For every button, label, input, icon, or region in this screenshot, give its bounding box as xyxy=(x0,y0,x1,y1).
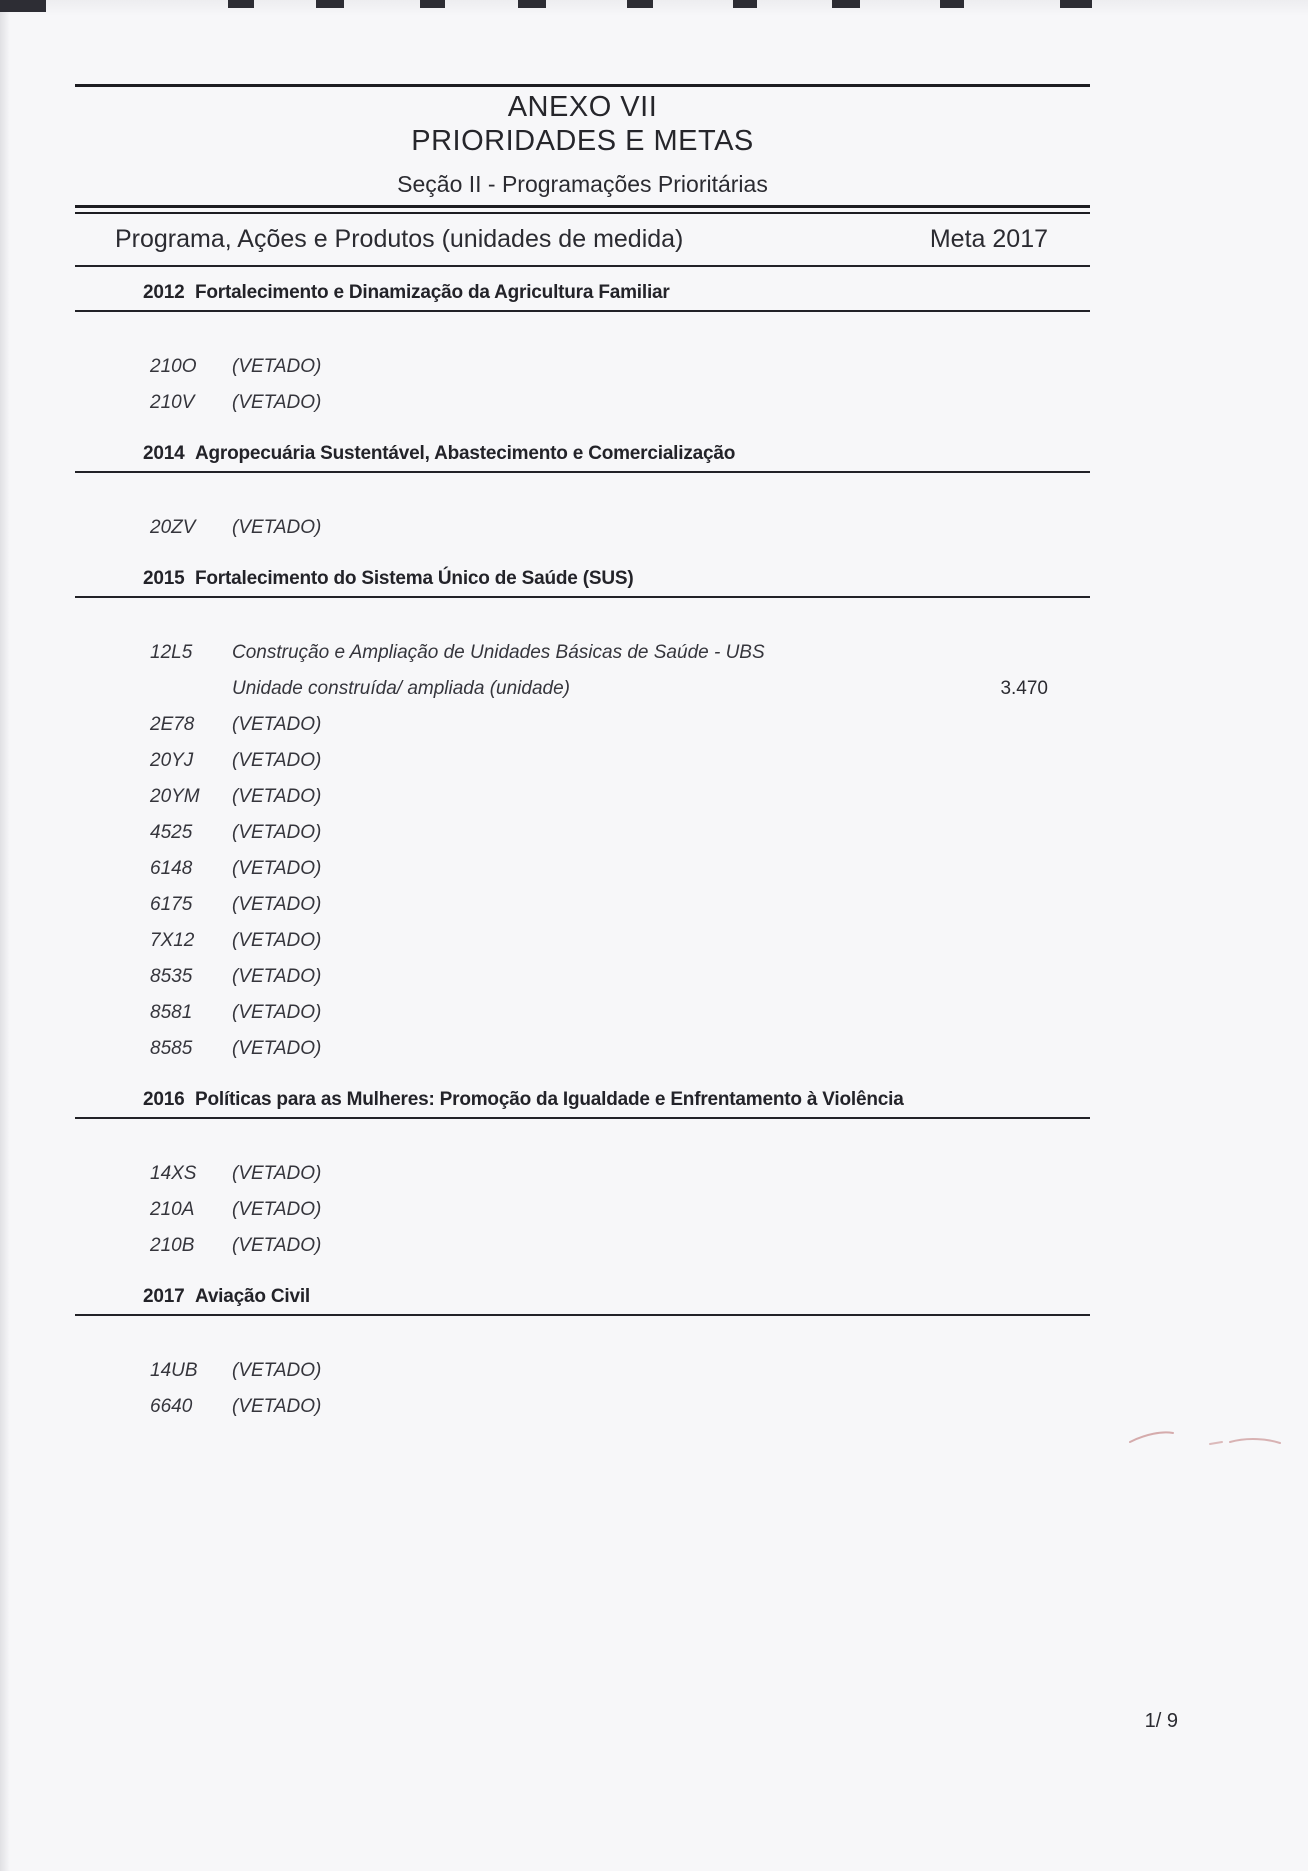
action-row xyxy=(75,1235,1090,1271)
action-code: 2E78 xyxy=(150,714,195,735)
action-row xyxy=(75,930,1090,966)
action-row xyxy=(75,714,1090,750)
action-text: Construção e Ampliação de Unidades Básicas de Saúde - UBS xyxy=(232,642,765,663)
action-code: 6148 xyxy=(150,858,193,879)
action-code: 210O xyxy=(150,356,197,377)
action-text: (VETADO) xyxy=(232,750,322,771)
action-text: (VETADO) xyxy=(232,1360,322,1381)
action-code: 6640 xyxy=(150,1396,193,1417)
action-row xyxy=(75,894,1090,930)
action-text: (VETADO) xyxy=(232,930,322,951)
table-body xyxy=(75,267,1090,1432)
program-name: Fortalecimento do Sistema Único de Saúde (SUS) xyxy=(195,568,634,589)
header-double-divider xyxy=(75,205,1090,214)
program-name: Políticas para as Mulheres: Promoção da Igualdade e Enfrentamento à Violência xyxy=(195,1089,904,1110)
action-code: 6175 xyxy=(150,894,193,915)
product-meta-value: 3.470 xyxy=(1000,678,1048,699)
product-label: Unidade construída/ ampliada (unidade) xyxy=(232,678,570,699)
program-code: 2012 xyxy=(143,282,185,303)
annex-subtitle: PRIORIDADES E METAS xyxy=(411,125,754,157)
program-row xyxy=(75,267,1090,310)
action-text: (VETADO) xyxy=(232,517,322,538)
action-code: 20YM xyxy=(150,786,200,807)
action-row xyxy=(75,786,1090,822)
actions-list xyxy=(75,598,1090,1074)
actions-list xyxy=(75,312,1090,428)
action-code: 210B xyxy=(150,1235,195,1256)
annex-title: ANEXO VII xyxy=(507,91,658,123)
action-code: 8581 xyxy=(150,1002,193,1023)
section-title: Seção II - Programações Prioritárias xyxy=(397,171,768,197)
program-name: Agropecuária Sustentável, Abastecimento e Comercialização xyxy=(195,443,736,464)
action-row xyxy=(75,966,1090,1002)
action-text: (VETADO) xyxy=(232,786,322,807)
action-text: (VETADO) xyxy=(232,858,322,879)
action-row xyxy=(75,750,1090,786)
action-row xyxy=(75,822,1090,858)
action-text: (VETADO) xyxy=(232,1235,322,1256)
action-code: 7X12 xyxy=(150,930,195,951)
action-row xyxy=(75,642,1090,678)
actions-list xyxy=(75,1316,1090,1432)
top-divider xyxy=(75,84,1090,87)
action-text: (VETADO) xyxy=(232,1163,322,1184)
action-code: 8585 xyxy=(150,1038,193,1059)
pen-mark xyxy=(1118,1420,1298,1456)
program-code: 2016 xyxy=(143,1089,185,1110)
program-name: Aviação Civil xyxy=(195,1286,310,1307)
action-row xyxy=(75,1199,1090,1235)
program-row xyxy=(75,1271,1090,1314)
program-row xyxy=(75,553,1090,596)
action-text: (VETADO) xyxy=(232,356,322,377)
action-row xyxy=(75,858,1090,894)
program-code: 2017 xyxy=(143,1286,185,1307)
scan-edge-shadow xyxy=(0,0,10,1871)
action-row xyxy=(75,1038,1090,1074)
actions-list xyxy=(75,473,1090,553)
action-code: 4525 xyxy=(150,822,193,843)
action-text: (VETADO) xyxy=(232,392,322,413)
action-text: (VETADO) xyxy=(232,894,322,915)
action-text: (VETADO) xyxy=(232,1038,322,1059)
action-code: 20YJ xyxy=(150,750,194,771)
document-content xyxy=(75,0,1090,1432)
action-text: (VETADO) xyxy=(232,1396,322,1417)
action-code: 8535 xyxy=(150,966,193,987)
action-text: (VETADO) xyxy=(232,1002,322,1023)
action-row xyxy=(75,1396,1090,1432)
action-code: 14XS xyxy=(150,1163,197,1184)
action-text: (VETADO) xyxy=(232,1199,322,1220)
product-row xyxy=(75,678,1090,714)
programs-column-header: Programa, Ações e Produtos (unidades de medida) xyxy=(115,225,684,253)
program-row xyxy=(75,1074,1090,1117)
action-row xyxy=(75,1360,1090,1396)
action-row xyxy=(75,517,1090,553)
meta-column-header: Meta 2017 xyxy=(929,225,1048,253)
program-row xyxy=(75,428,1090,471)
action-row xyxy=(75,356,1090,392)
program-name: Fortalecimento e Dinamização da Agricultura Familiar xyxy=(195,282,670,303)
program-code: 2014 xyxy=(143,443,185,464)
action-text: (VETADO) xyxy=(232,822,322,843)
scan-artifact xyxy=(0,0,46,12)
action-code: 20ZV xyxy=(150,517,196,538)
action-code: 210V xyxy=(150,392,195,413)
program-code: 2015 xyxy=(143,568,185,589)
action-text: (VETADO) xyxy=(232,714,322,735)
action-row xyxy=(75,392,1090,428)
page-number: 1/ 9 xyxy=(1144,1710,1178,1732)
table-header-row xyxy=(75,214,1090,265)
action-code: 12L5 xyxy=(150,642,193,663)
action-code: 210A xyxy=(150,1199,195,1220)
action-code: 14UB xyxy=(150,1360,198,1381)
action-text: (VETADO) xyxy=(232,966,322,987)
actions-list xyxy=(75,1119,1090,1271)
action-row xyxy=(75,1002,1090,1038)
action-row xyxy=(75,1163,1090,1199)
